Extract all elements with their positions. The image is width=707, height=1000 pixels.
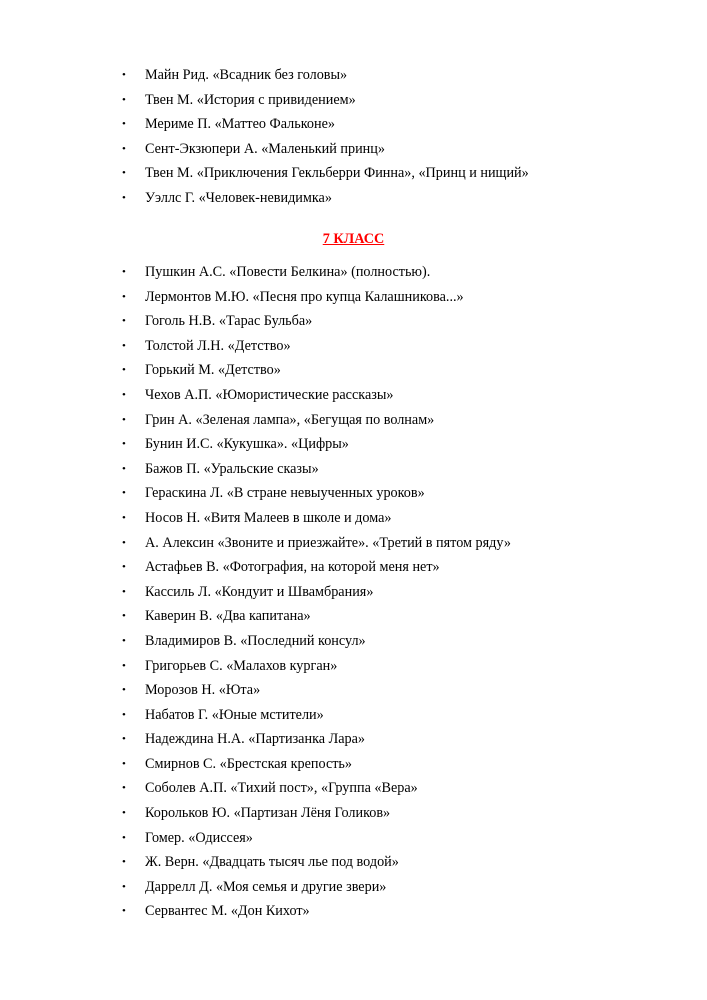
list-item — [0, 506, 707, 531]
list-item — [0, 776, 707, 801]
list-item — [0, 334, 707, 359]
bullet-icon: • — [122, 708, 126, 721]
bullet-icon: • — [122, 93, 126, 106]
bullet-icon: • — [122, 807, 126, 820]
bullet-icon: • — [122, 167, 126, 180]
list-item-text: Ж. Верн. «Двадцать тысяч лье под водой» — [145, 854, 399, 871]
list-item-text: Каверин В. «Два капитана» — [145, 608, 311, 625]
list-item — [0, 161, 707, 186]
bullet-icon: • — [122, 339, 126, 352]
list-item — [0, 112, 707, 137]
list-item-text: Горький М. «Детство» — [145, 362, 281, 379]
list-item — [0, 531, 707, 556]
list-item — [0, 654, 707, 679]
list-item-text: Надеждина Н.А. «Партизанка Лара» — [145, 731, 365, 748]
bullet-icon: • — [122, 733, 126, 746]
list-item-text: Гомер. «Одиссея» — [145, 829, 253, 846]
bullet-icon: • — [122, 880, 126, 893]
bullet-icon: • — [122, 856, 126, 869]
list-item — [0, 604, 707, 629]
bullet-icon: • — [122, 561, 126, 574]
list-item — [0, 408, 707, 433]
list-item — [0, 457, 707, 482]
section-heading-7-class: 7 КЛАСС — [322, 231, 385, 247]
list-item — [0, 752, 707, 777]
bullet-icon: • — [122, 290, 126, 303]
bullet-icon: • — [122, 118, 126, 131]
bullet-icon: • — [122, 831, 126, 844]
list-item-text: Гоголь Н.В. «Тарас Бульба» — [145, 313, 313, 330]
list-item — [0, 432, 707, 457]
list-item — [0, 481, 707, 506]
list-item-text: Гераскина Л. «В стране невыученных уроков» — [145, 485, 425, 502]
list-item — [0, 309, 707, 334]
bullet-icon: • — [122, 536, 126, 549]
list-item-text: Пушкин А.С. «Повести Белкина» (полностью). — [145, 264, 431, 280]
list-item-text: Майн Рид. «Всадник без головы» — [145, 67, 348, 83]
list-item — [0, 580, 707, 605]
list-item — [0, 555, 707, 580]
list-item — [0, 678, 707, 703]
list-item — [0, 186, 707, 211]
bullet-icon: • — [122, 487, 126, 500]
bullet-icon: • — [122, 905, 126, 918]
list-item — [0, 358, 707, 383]
bullet-icon: • — [122, 659, 126, 672]
bullet-icon: • — [122, 69, 126, 81]
bullet-icon: • — [122, 438, 126, 451]
list-item-text: Григорьев С. «Малахов курган» — [145, 657, 338, 674]
list-item-text: Сент-Экзюпери А. «Маленький принц» — [145, 140, 385, 157]
bullet-icon: • — [122, 782, 126, 795]
bullet-icon: • — [122, 684, 126, 697]
list-item-text: Лермонтов М.Ю. «Песня про купца Калашникова...» — [145, 288, 464, 305]
list-item — [0, 899, 707, 924]
bullet-icon: • — [122, 757, 126, 770]
list-item-text: Даррелл Д. «Моя семья и другие звери» — [145, 878, 387, 895]
bullet-icon: • — [122, 585, 126, 598]
list-item — [0, 727, 707, 752]
list-item-text: Сервантес М. «Дон Кихот» — [145, 903, 310, 920]
list-item — [0, 285, 707, 310]
list-item — [0, 629, 707, 654]
bullet-icon: • — [122, 364, 126, 377]
list-item-text: Смирнов С. «Брестская крепость» — [145, 755, 353, 772]
list-item-text: Астафьев В. «Фотография, на которой меня нет» — [145, 559, 440, 576]
bullet-icon: • — [122, 266, 126, 278]
list-item-text: Чехов А.П. «Юмористические рассказы» — [145, 386, 394, 403]
list-item — [0, 137, 707, 162]
list-item-text: Кассиль Л. «Кондуит и Швамбрания» — [145, 583, 374, 600]
list-item-text: Бунин И.С. «Кукушка». «Цифры» — [145, 436, 349, 453]
bullet-icon: • — [122, 511, 126, 524]
list-item-text: Толстой Л.Н. «Детство» — [145, 337, 291, 354]
bullet-icon: • — [122, 610, 126, 623]
bullet-icon: • — [122, 315, 126, 328]
list-item-text: Мериме П. «Маттео Фальконе» — [145, 116, 335, 133]
bullet-icon: • — [122, 462, 126, 475]
list-item — [0, 703, 707, 728]
list-item-text: Владимиров В. «Последний консул» — [145, 632, 366, 649]
list-item — [0, 875, 707, 900]
bullet-icon: • — [122, 142, 126, 155]
bullet-icon: • — [122, 388, 126, 401]
list-item-text: Твен М. «История с привидением» — [145, 91, 356, 108]
list-item-text: Соболев А.П. «Тихий пост», «Группа «Вера» — [145, 780, 418, 797]
list-item — [0, 383, 707, 408]
book-list-7-class — [0, 260, 707, 924]
list-item — [0, 88, 707, 113]
list-item-text: Морозов Н. «Юта» — [145, 682, 261, 699]
list-item-text: Набатов Г. «Юные мстители» — [145, 706, 324, 723]
list-item-text: Грин А. «Зеленая лампа», «Бегущая по волнам» — [145, 411, 435, 428]
bullet-icon: • — [122, 634, 126, 647]
list-item-text: Корольков Ю. «Партизан Лёня Голиков» — [145, 805, 391, 822]
list-item-text: Твен М. «Приключения Гекльберри Финна», «Принц и нищий» — [145, 165, 529, 182]
list-item — [0, 801, 707, 826]
list-item-text: Уэллс Г. «Человек-невидимка» — [145, 189, 332, 206]
list-item — [0, 260, 707, 285]
list-item-text: Носов Н. «Витя Малеев в школе и дома» — [145, 509, 392, 526]
list-item — [0, 850, 707, 875]
list-item-text: А. Алексин «Звоните и приезжайте». «Третий в пятом ряду» — [145, 534, 511, 551]
bullet-icon: • — [122, 191, 126, 204]
list-item-text: Бажов П. «Уральские сказы» — [145, 460, 319, 477]
list-item — [0, 826, 707, 851]
bullet-icon: • — [122, 413, 126, 426]
book-list-previous-class — [0, 63, 707, 211]
list-item — [0, 63, 707, 88]
